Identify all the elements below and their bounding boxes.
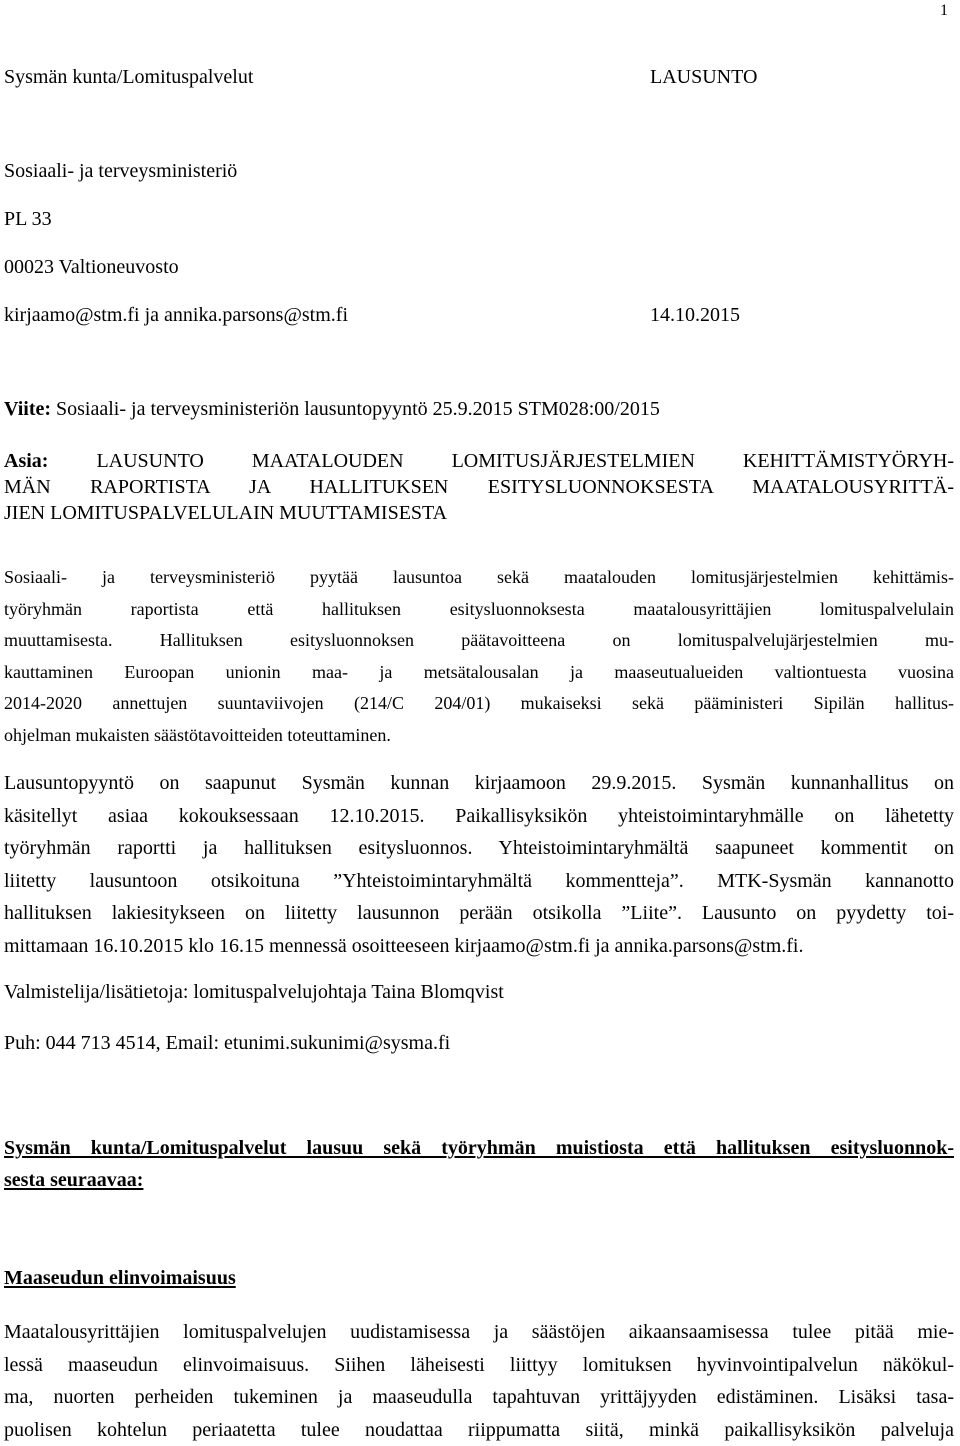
reference-text: Sosiaali- ja terveysministeriön lausuntopyyntö 25.9.2015 STM028:00/2015	[51, 398, 660, 420]
paragraph-line: muuttamisesta. Hallituksen esitysluonnoksen päätavoitteena on lomituspalvelujärjestelmien mu-	[4, 625, 954, 657]
statement-heading-line: Sysmän kunta/Lomituspalvelut lausuu sekä työryhmän muistiosta että hallituksen esitysluonnok-	[4, 1132, 954, 1164]
section-heading: Maaseudun elinvoimaisuus	[4, 1267, 236, 1290]
section-body	[4, 1316, 954, 1446]
subject-block	[4, 448, 954, 526]
paragraph-request	[4, 562, 954, 751]
paragraph-line: 2014-2020 annettujen suuntaviivojen (214/C 204/01) mukaiseksi sekä pääministeri Sipilän hallitus-	[4, 688, 954, 720]
page-number: 1	[940, 2, 948, 20]
paragraph-line: liitetty lausuntoon otsikoituna ”Yhteistoimintaryhmältä kommentteja”. MTK-Sysmän kannanotto	[4, 865, 954, 898]
recipient-postal: 00023 Valtioneuvosto	[4, 256, 179, 279]
paragraph-line: työryhmän raportti ja hallituksen esitysluonnos. Yhteistoimintaryhmältä saapuneet kommentit on	[4, 832, 954, 865]
document-date: 14.10.2015	[650, 304, 740, 327]
subject-line: JIEN LOMITUSPALVELULAIN MUUTTAMISESTA	[4, 500, 954, 526]
paragraph-line: Sosiaali- ja terveysministeriö pyytää lausuntoa sekä maatalouden lomitusjärjestelmien kehittämis-	[4, 562, 954, 594]
recipient-name: Sosiaali- ja terveysministeriö	[4, 160, 237, 183]
preparer-line: Valmistelija/lisätietoja: lomituspalvelujohtaja Taina Blomqvist	[4, 981, 504, 1004]
recipient-po-box: PL 33	[4, 208, 52, 231]
contact-line: Puh: 044 713 4514, Email: etunimi.sukunimi@sysma.fi	[4, 1032, 450, 1055]
subject-line: Asia: LAUSUNTO MAATALOUDEN LOMITUSJÄRJESTELMIEN KEHITTÄMISTYÖRYH-	[4, 448, 954, 474]
reference-line	[4, 398, 660, 421]
paragraph-line: työryhmän raportista että hallituksen esitysluonnoksesta maatalousyrittäjien lomituspalvelulain	[4, 594, 954, 626]
paragraph-line: lessä maaseudun elinvoimaisuus. Siihen läheisesti liittyy lomituksen hyvinvointipalvelun näkökul-	[4, 1349, 954, 1382]
paragraph-line: käsitellyt asiaa kokouksessaan 12.10.2015. Paikallisyksikön yhteistoimintaryhmälle on lähetetty	[4, 800, 954, 833]
paragraph-line: kauttaminen Euroopan unionin maa- ja metsätalousalan ja maaseutualueiden valtiontuesta vuosina	[4, 657, 954, 689]
subject-label: Asia:	[4, 450, 48, 472]
paragraph-line: mittamaan 16.10.2015 klo 16.15 mennessä osoitteeseen kirjaamo@stm.fi ja annika.parsons@stm.fi.	[4, 930, 954, 963]
statement-heading-line: sesta seuraavaa:	[4, 1164, 954, 1196]
paragraph-line: Lausuntopyyntö on saapunut Sysmän kunnan kirjaamoon 29.9.2015. Sysmän kunnanhallitus on	[4, 767, 954, 800]
document-type: LAUSUNTO	[650, 66, 757, 89]
paragraph-line: ma, nuorten perheiden tukeminen ja maaseudulla tapahtuvan yrittäjyyden edistäminen. Lisäksi tasa-	[4, 1381, 954, 1414]
reference-label: Viite:	[4, 398, 51, 420]
paragraph-line: ohjelman mukaisten säästötavoitteiden toteuttaminen.	[4, 720, 954, 752]
paragraph-line: hallituksen lakiesitykseen on liitetty lausunnon perään otsikolla ”Liite”. Lausunto on pyydetty toi-	[4, 897, 954, 930]
sender-name: Sysmän kunta/Lomituspalvelut	[4, 66, 253, 89]
paragraph-processing	[4, 767, 954, 962]
subject-line: MÄN RAPORTISTA JA HALLITUKSEN ESITYSLUONNOKSESTA MAATALOUSYRITTÄ-	[4, 474, 954, 500]
paragraph-line: puolisen kohtelun periaatetta tulee noudattaa riippumatta siitä, minkä paikallisyksikön palveluja	[4, 1414, 954, 1446]
paragraph-line: Maatalousyrittäjien lomituspalvelujen uudistamisessa ja säästöjen aikaansaamisessa tulee pitää mie-	[4, 1316, 954, 1349]
statement-heading	[4, 1132, 954, 1196]
recipient-emails: kirjaamo@stm.fi ja annika.parsons@stm.fi	[4, 304, 348, 327]
